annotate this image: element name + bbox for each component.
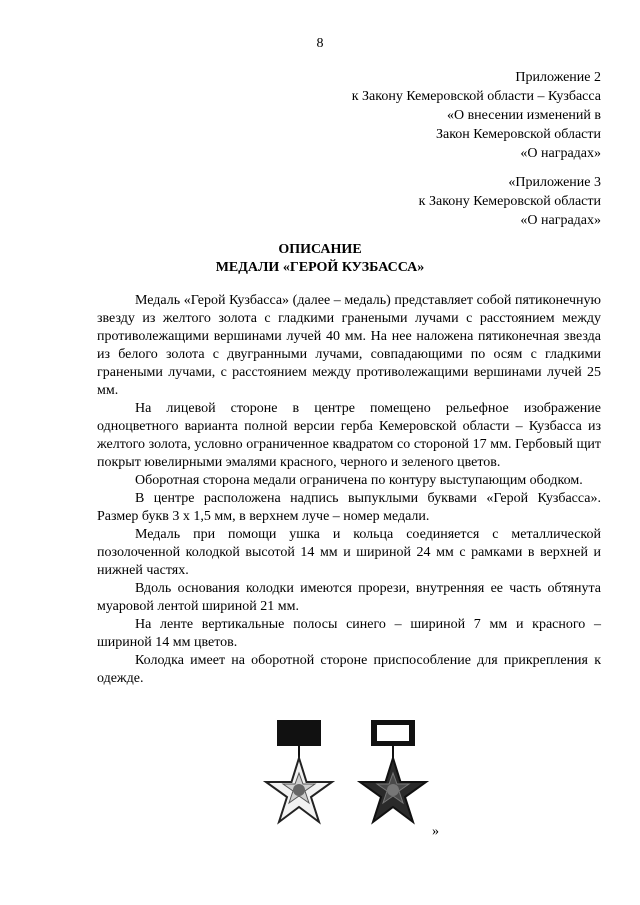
appendix-2-line: «О внесении изменений в xyxy=(446,108,601,123)
appendix-2-line: «О наградах» xyxy=(520,146,601,161)
closing-quote: » xyxy=(432,824,439,839)
document-title xyxy=(0,241,640,277)
paragraph: Оборотная сторона медали ограничена по контуру выступающим ободком. xyxy=(135,473,583,488)
appendix-3-line: «Приложение 3 xyxy=(508,175,601,190)
appendix-2-line: к Закону Кемеровской области – Кузбасса xyxy=(351,89,601,104)
medal-back xyxy=(360,720,426,822)
paragraph: На ленте вертикальные полосы синего – шириной 7 мм и красного – шириной 14 мм цветов. xyxy=(97,617,601,650)
paragraph: Вдоль основания колодки имеются прорези, внутренняя ее часть обтянута муаровой лентой шириной 21 мм. xyxy=(97,581,601,614)
medal-front-ribbon-bar xyxy=(277,720,321,746)
title-line-2: МЕДАЛИ «ГЕРОЙ КУЗБАССА» xyxy=(215,260,425,275)
page-number: 8 xyxy=(316,36,324,51)
paragraph: Медаль при помощи ушка и кольца соединяется с металлической позолоченной колодкой высотой 14 мм и шириной 24 мм с рамками в верхней и нижней частях. xyxy=(97,527,601,578)
appendix-2-line: Приложение 2 xyxy=(515,70,601,85)
appendix-2-header xyxy=(352,68,601,163)
appendix-3-line: «О наградах» xyxy=(520,213,601,228)
appendix-2-line: Закон Кемеровской области xyxy=(435,127,601,142)
paragraph: На лицевой стороне в центре помещено рельефное изображение одноцветного варианта полной версии герба Кемеровской области – Кузбасса из желтого золота, условно ограниченное квадратом со стороной 17 мм. Гербовый щит покрыт ювелирными эмалями красного, черного и зеленого цветов. xyxy=(97,401,601,470)
medal-back-center xyxy=(387,784,399,796)
paragraph: Колодка имеет на оборотной стороне приспособление для прикрепления к одежде. xyxy=(97,653,601,686)
appendix-3-line: к Закону Кемеровской области xyxy=(418,194,601,209)
title-line-1: ОПИСАНИЕ xyxy=(278,242,362,257)
paragraph: В центре расположена надпись выпуклыми буквами «Герой Кузбасса». Размер букв 3 х 1,5 мм, в верхнем луче – номер медали. xyxy=(97,491,601,524)
appendix-3-header xyxy=(419,173,601,230)
description-body xyxy=(97,292,601,688)
medal-back-frame-inner xyxy=(377,725,409,741)
medal-front-emblem xyxy=(293,784,305,796)
paragraph: Медаль «Герой Кузбасса» (далее – медаль) представляет собой пятиконечную звезду из желтого золота с гладкими гранеными лучами с расстоянием между противолежащими вершинами лучей 40 мм. На нее наложена пятиконечная звезда из белого золота с двугранными лучами, совпадающими по осям с гладкими гранеными лучами, с расстоянием между противолежащими вершинами лучей 25 мм. xyxy=(97,293,601,398)
medal-front xyxy=(266,720,332,822)
medal-illustration xyxy=(255,718,455,838)
